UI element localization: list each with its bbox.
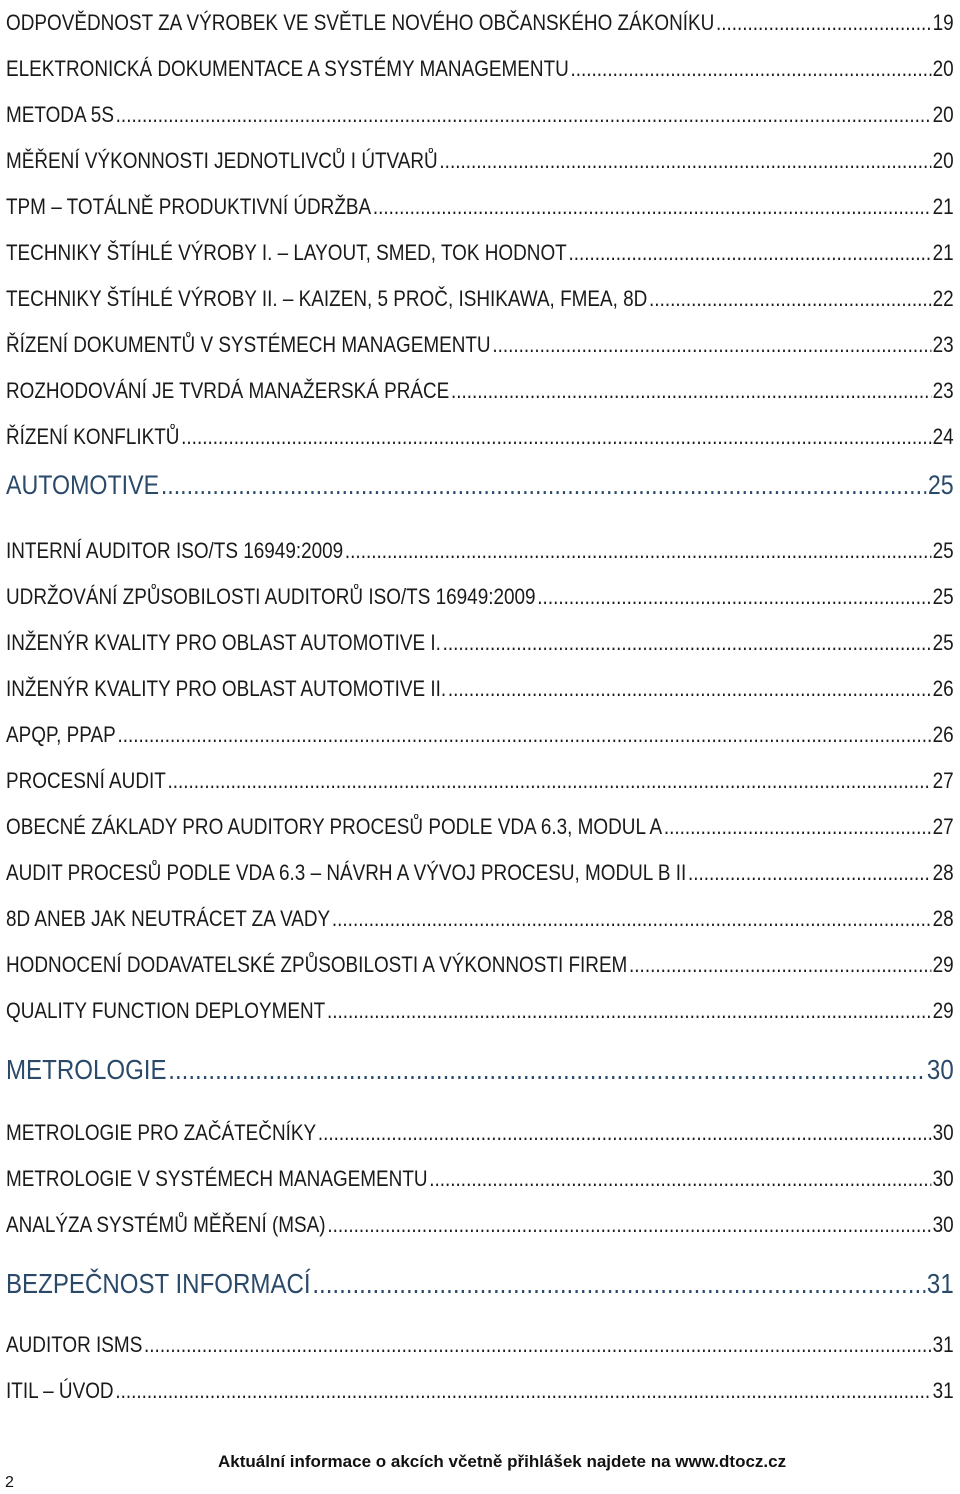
toc-entry-title: AUDITOR ISMS — [6, 1332, 143, 1357]
toc-entry[interactable] — [6, 184, 954, 230]
toc-leader-dots — [116, 92, 931, 138]
toc-leader-dots — [327, 988, 931, 1034]
toc-entry-page: 31 — [932, 1378, 954, 1403]
toc-entry-title: ODPOVĚDNOST ZA VÝROBEK VE SVĚTLE NOVÉHO OBČANSKÉHO ZÁKONÍKU — [6, 10, 715, 35]
toc-leader-dots — [115, 1368, 931, 1414]
toc-entry-page: 21 — [932, 240, 954, 265]
toc-entry-title: METROLOGIE V SYSTÉMECH MANAGEMENTU — [6, 1166, 428, 1191]
toc-entry-page: 20 — [932, 148, 954, 173]
toc-entry-page: 28 — [932, 860, 954, 885]
toc-entry-title: TECHNIKY ŠTÍHLÉ VÝROBY I. – LAYOUT, SMED, TOK HODNOT — [6, 240, 567, 265]
toc-leader-dots — [345, 528, 931, 574]
toc-leader-dots — [448, 666, 931, 712]
toc-entry[interactable] — [6, 758, 954, 804]
toc-leader-dots — [168, 1040, 925, 1100]
toc-entry-title: AUDIT PROCESŮ PODLE VDA 6.3 – NÁVRH A VÝVOJ PROCESU, MODUL B II — [6, 860, 687, 885]
toc-entry-title: INŽENÝR KVALITY PRO OBLAST AUTOMOTIVE II. — [6, 676, 447, 701]
toc-entry[interactable] — [6, 368, 954, 414]
toc-leader-dots — [537, 574, 931, 620]
toc-entry-page: 30 — [932, 1166, 954, 1191]
toc-entry[interactable] — [6, 1040, 954, 1100]
toc-entry-title: METROLOGIE — [6, 1054, 167, 1085]
toc-leader-dots — [181, 414, 931, 460]
toc-entry-title: INTERNÍ AUDITOR ISO/TS 16949:2009 — [6, 538, 344, 563]
toc-leader-dots — [439, 138, 931, 184]
toc-entry[interactable] — [6, 528, 954, 574]
toc-entry[interactable] — [6, 896, 954, 942]
toc-entry-page: 21 — [932, 194, 954, 219]
toc-leader-dots — [144, 1322, 931, 1368]
toc-entry-page: 26 — [932, 722, 954, 747]
toc-entry-title: PROCESNÍ AUDIT — [6, 768, 166, 793]
page-number: 2 — [5, 1474, 14, 1491]
toc-entry[interactable] — [6, 1368, 954, 1414]
toc-entry[interactable] — [6, 1110, 954, 1156]
toc-leader-dots — [373, 184, 931, 230]
toc-leader-dots — [327, 1202, 931, 1248]
toc-entry-title: TECHNIKY ŠTÍHLÉ VÝROBY II. – KAIZEN, 5 PROČ, ISHIKAWA, FMEA, 8D — [6, 286, 648, 311]
toc-entry[interactable] — [6, 46, 954, 92]
toc-entry-page: 27 — [932, 768, 954, 793]
toc-entry[interactable] — [6, 1322, 954, 1368]
toc-entry-page: 23 — [932, 332, 954, 357]
toc-entry[interactable] — [6, 0, 954, 46]
toc-entry[interactable] — [6, 804, 954, 850]
toc-entry-title: INŽENÝR KVALITY PRO OBLAST AUTOMOTIVE I. — [6, 630, 441, 655]
toc-entry-page: 25 — [932, 538, 954, 563]
toc-entry[interactable] — [6, 1254, 954, 1314]
toc-entry-title: 8D ANEB JAK NEUTRÁCET ZA VADY — [6, 906, 331, 931]
toc-entry-page: 30 — [932, 1120, 954, 1145]
toc-entry-page: 31 — [926, 1268, 954, 1299]
toc-leader-dots — [318, 1110, 931, 1156]
toc-leader-dots — [168, 758, 931, 804]
toc-entry-page: 25 — [932, 630, 954, 655]
toc-leader-dots — [664, 804, 931, 850]
toc-leader-dots — [492, 322, 931, 368]
toc-entry[interactable] — [6, 1202, 954, 1248]
toc-leader-dots — [429, 1156, 931, 1202]
toc-entry-title: TPM – TOTÁLNĚ PRODUKTIVNÍ ÚDRŽBA — [6, 194, 372, 219]
toc-entry-page: 31 — [932, 1332, 954, 1357]
toc-entry-title: ŘÍZENÍ DOKUMENTŮ V SYSTÉMECH MANAGEMENTU — [6, 332, 491, 357]
toc-entry-title: AUTOMOTIVE — [6, 470, 160, 500]
toc-leader-dots — [629, 942, 931, 988]
toc-entry[interactable] — [6, 1156, 954, 1202]
toc-entry[interactable] — [6, 942, 954, 988]
toc-leader-dots — [443, 620, 931, 666]
toc-entry-title: METROLOGIE PRO ZAČÁTEČNÍKY — [6, 1120, 317, 1145]
toc-entry-title: ROZHODOVÁNÍ JE TVRDÁ MANAŽERSKÁ PRÁCE — [6, 378, 450, 403]
toc-entry-page: 27 — [932, 814, 954, 839]
toc-entry-page: 25 — [927, 470, 954, 500]
toc-entry-page: 20 — [932, 102, 954, 127]
toc-entry-title: BEZPEČNOST INFORMACÍ — [6, 1268, 311, 1299]
toc-leader-dots — [332, 896, 931, 942]
toc-entry[interactable] — [6, 620, 954, 666]
toc-entry[interactable] — [6, 322, 954, 368]
toc-entry-page: 25 — [932, 584, 954, 609]
toc-entry[interactable] — [6, 276, 954, 322]
toc-leader-dots — [451, 368, 931, 414]
toc-leader-dots — [312, 1254, 925, 1314]
toc-entry-title: APQP, PPAP — [6, 722, 116, 747]
toc-entry-title: MĚŘENÍ VÝKONNOSTI JEDNOTLIVCŮ I ÚTVARŮ — [6, 148, 438, 173]
toc-entry-page: 29 — [932, 952, 954, 977]
toc-entry[interactable] — [6, 574, 954, 620]
toc-entry-page: 23 — [932, 378, 954, 403]
toc-leader-dots — [716, 0, 931, 46]
toc-entry[interactable] — [6, 712, 954, 758]
toc-entry[interactable] — [6, 138, 954, 184]
toc-entry-title: ANALÝZA SYSTÉMŮ MĚŘENÍ (MSA) — [6, 1212, 326, 1237]
toc-entry-page: 28 — [932, 906, 954, 931]
toc-entry[interactable] — [6, 462, 954, 508]
toc-leader-dots — [649, 276, 931, 322]
toc-entry[interactable] — [6, 414, 954, 460]
toc-leader-dots — [571, 46, 931, 92]
toc-entry-title: OBECNÉ ZÁKLADY PRO AUDITORY PROCESŮ PODLE VDA 6.3, MODUL A — [6, 814, 663, 839]
toc-entry[interactable] — [6, 850, 954, 896]
toc-entry-page: 20 — [932, 56, 954, 81]
toc-entry-page: 30 — [926, 1054, 954, 1085]
toc-entry[interactable] — [6, 92, 954, 138]
toc-entry[interactable] — [6, 666, 954, 712]
toc-entry-title: HODNOCENÍ DODAVATELSKÉ ZPŮSOBILOSTI A VÝKONNOSTI FIREM — [6, 952, 628, 977]
footer-note: Aktuální informace o akcích včetně přihlášek najdete na www.dtocz.cz — [218, 1452, 787, 1471]
toc-entry-page: 26 — [932, 676, 954, 701]
toc-leader-dots — [568, 230, 930, 276]
toc-entry[interactable] — [6, 988, 954, 1034]
toc-entry-page: 22 — [932, 286, 954, 311]
toc-leader-dots — [117, 712, 930, 758]
toc-entry-title: UDRŽOVÁNÍ ZPŮSOBILOSTI AUDITORŮ ISO/TS 16949:2009 — [6, 584, 536, 609]
toc-entry-title: QUALITY FUNCTION DEPLOYMENT — [6, 998, 326, 1023]
toc-leader-dots — [161, 462, 926, 508]
toc-entry-page: 30 — [932, 1212, 954, 1237]
toc-entry-title: ELEKTRONICKÁ DOKUMENTACE A SYSTÉMY MANAGEMENTU — [6, 56, 569, 81]
toc-entry-title: ŘÍZENÍ KONFLIKTŮ — [6, 424, 180, 449]
toc-entry-title: ITIL – ÚVOD — [6, 1378, 114, 1403]
toc-entry-page: 24 — [932, 424, 954, 449]
toc-leader-dots — [688, 850, 931, 896]
toc-entry-page: 19 — [932, 10, 954, 35]
toc-entry-title: METODA 5S — [6, 102, 114, 127]
toc-entry-page: 29 — [932, 998, 954, 1023]
toc-entry[interactable] — [6, 230, 954, 276]
